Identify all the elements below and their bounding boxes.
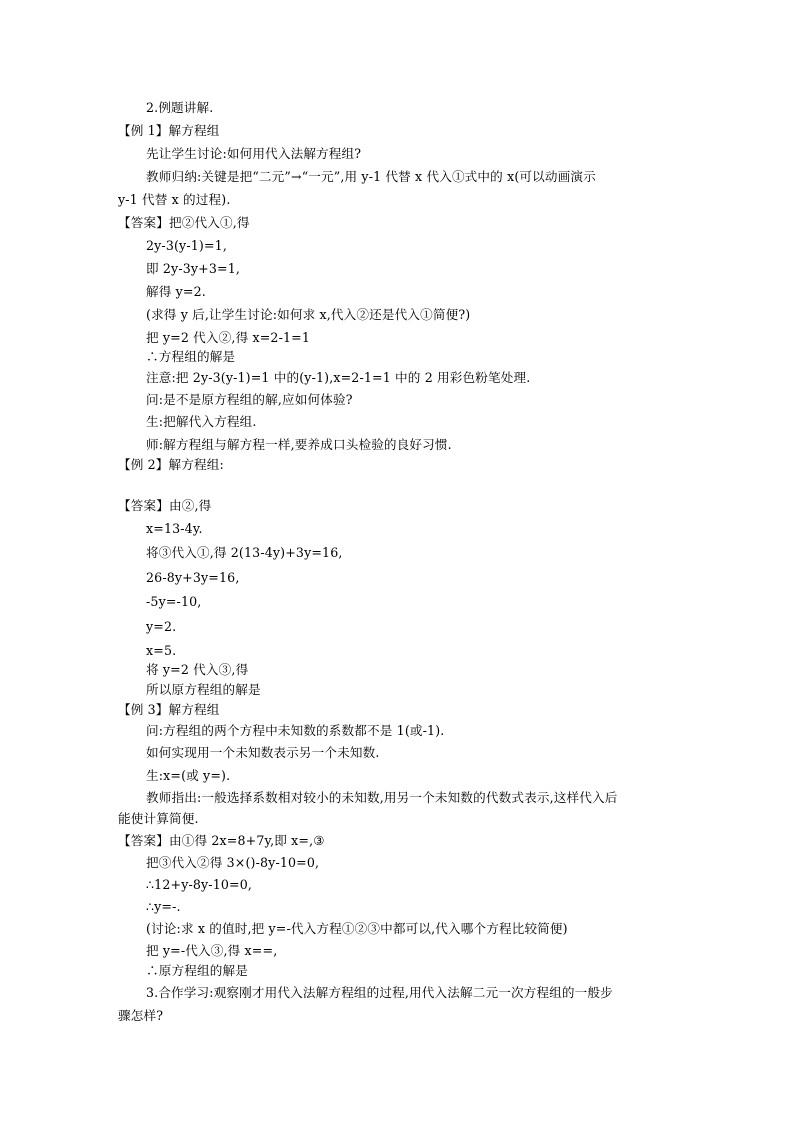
text-line: 骤怎样?	[118, 1008, 164, 1023]
equation-line: 26-8y+3y=16,	[146, 570, 240, 585]
equation-line: x=13-4y.	[146, 521, 203, 536]
example-2-heading: 【例 2】解方程组:	[118, 457, 224, 472]
text-line: 生:x=(或 y=).	[146, 768, 231, 783]
text-line: 先让学生讨论:如何用代入法解方程组?	[146, 146, 362, 161]
text-line: 生:把解代入方程组.	[146, 414, 257, 429]
text-line: 如何实现用一个未知数表示另一个未知数.	[146, 745, 380, 760]
text-line: 师:解方程组与解方程一样,要养成口头检验的良好习惯.	[146, 437, 452, 452]
answer-heading: 【答案】由②,得	[118, 498, 212, 513]
section-heading-cooperative-learning: 3.合作学习:观察刚才用代入法解方程组的过程,用代入法解二元一次方程组的一般步	[146, 985, 613, 1000]
text-line: (讨论:求 x 的值时,把 y=-代入方程①②③中都可以,代入哪个方程比较简便)	[146, 921, 568, 936]
text-line: 问:方程组的两个方程中未知数的系数都不是 1(或-1).	[146, 723, 445, 738]
equation-line: y=2.	[146, 619, 177, 634]
equation-line: ∴12+y-8y-10=0,	[146, 877, 253, 892]
example-1-heading: 【例 1】解方程组	[118, 123, 220, 138]
example-3-heading: 【例 3】解方程组	[118, 702, 220, 717]
text-line: 注意:把 2y-3(y-1)=1 中的(y-1),x=2-1=1 中的 2 用彩色粉笔处理.	[146, 370, 531, 385]
text-line: 所以原方程组的解是	[146, 682, 261, 697]
equation-line: 将③代入①,得 2(13-4y)+3y=16,	[146, 545, 343, 560]
equation-line: 2y-3(y-1)=1,	[146, 238, 227, 253]
text-line: (求得 y 后,让学生讨论:如何求 x,代入②还是代入①简便?)	[146, 307, 471, 322]
text-line: y-1 代替 x 的过程).	[118, 192, 231, 207]
text-line: 能使计算简便.	[118, 811, 199, 826]
equation-line: 把③代入②得 3×()-8y-10=0,	[146, 855, 320, 870]
equation-line: 把 y=-代入③,得 x==,	[146, 943, 278, 958]
section-heading-examples: 2.例题讲解.	[146, 100, 214, 115]
text-line: 问:是不是原方程组的解,应如何体验?	[146, 392, 353, 407]
equation-line: -5y=-10,	[146, 594, 202, 609]
text-line: 将 y=2 代入③,得	[146, 662, 249, 677]
equation-line: x=5.	[146, 643, 177, 658]
text-line: ∴原方程组的解是	[146, 963, 248, 978]
equation-line: ∴y=-.	[146, 899, 181, 914]
text-line: ∴方程组的解是	[146, 349, 236, 364]
answer-heading: 【答案】由①得 2x=8+7y,即 x=,③	[118, 833, 325, 848]
equation-line: 把 y=2 代入②,得 x=2-1=1	[146, 330, 311, 345]
text-line: 教师指出:一般选择系数相对较小的未知数,用另一个未知数的代数式表示,这样代入后	[146, 790, 618, 805]
equation-line: 解得 y=2.	[146, 284, 206, 299]
answer-heading: 【答案】把②代入①,得	[118, 215, 250, 230]
equation-line: 即 2y-3y+3=1,	[146, 261, 241, 276]
text-line: 教师归纳:关键是把“二元”→“一元”,用 y-1 代替 x 代入①式中的 x(可以动画演示	[146, 169, 596, 184]
